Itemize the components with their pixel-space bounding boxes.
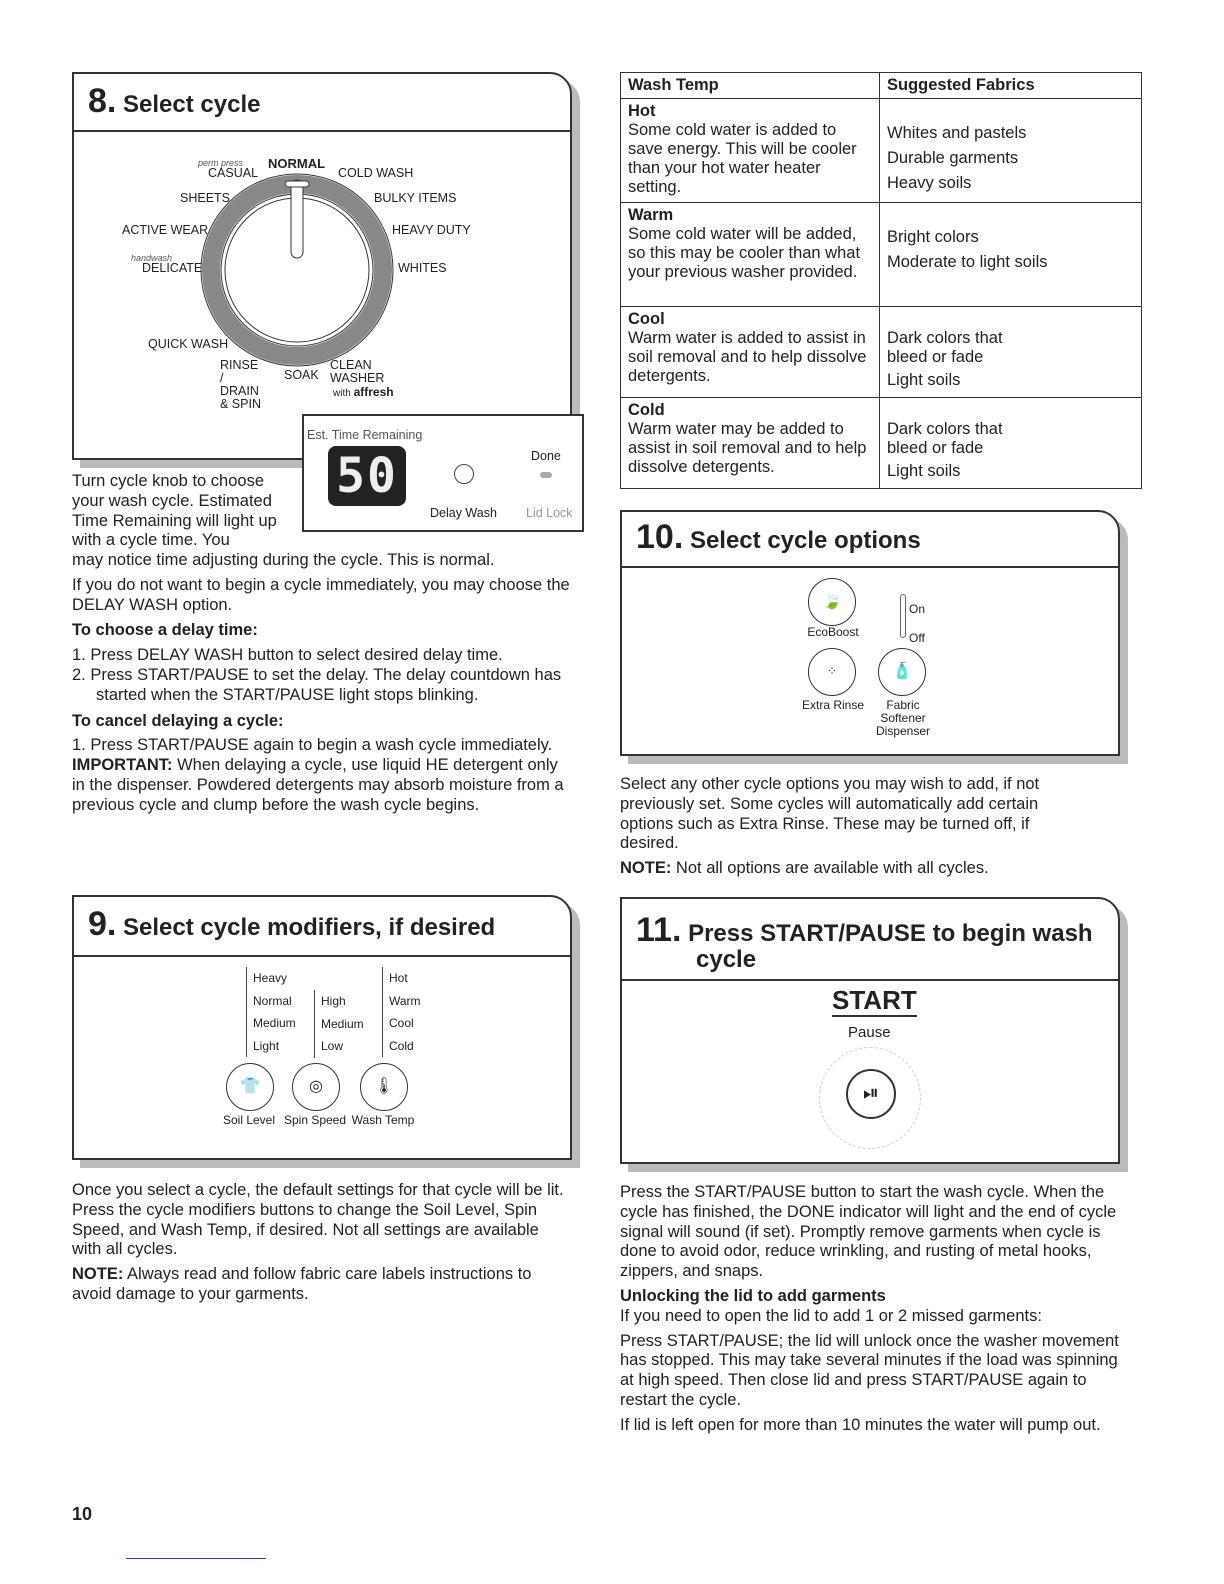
dial-label-rinse-drain-spin: RINSE / DRAIN & SPIN: [220, 358, 261, 411]
clock-icon: [454, 464, 474, 484]
ecoboost-button[interactable]: [808, 578, 856, 626]
soil-level-label: Soil Level: [222, 1113, 276, 1127]
dial-label-delicate: DELICATE: [142, 261, 203, 275]
thermometer-icon: 🌡: [373, 1078, 395, 1096]
section-10-header: [622, 512, 1118, 568]
leaf-icon: 🍃: [822, 593, 842, 611]
soil-level-button[interactable]: [226, 1063, 274, 1111]
spin-speed-button[interactable]: [292, 1063, 340, 1111]
section-10-body: Select any other cycle options you may wish to add, if not previously set. Some cycles will automatically add certain options such as Extra Rinse. These may be turned off, if desired. NOTE: Not all options are available with all cycles.: [620, 775, 1040, 878]
dial-label-heavy-duty: HEAVY DUTY: [392, 223, 471, 237]
page-number: 10: [72, 1504, 93, 1524]
section-8-header: [74, 74, 570, 132]
divider: [126, 1558, 266, 1559]
dial-label-with: with: [333, 388, 351, 399]
ecoboost-off-indicator: Off: [909, 631, 925, 645]
dial-label-whites: WHITES: [398, 261, 447, 275]
fabric-softener-label: Fabric Softener Dispenser: [875, 698, 931, 738]
section-9-title: 9. Select cycle modifiers, if desired: [88, 905, 496, 943]
shirt-icon: 👕: [240, 1078, 260, 1096]
start-pause-button[interactable]: [846, 1069, 896, 1119]
dial-label-bulky-items: BULKY ITEMS: [374, 191, 457, 205]
lid-lock-indicator: Lid Lock: [526, 506, 573, 520]
section-9-box: [72, 895, 572, 1160]
start-label: START: [832, 985, 917, 1015]
dial-label-clean-washer: CLEAN WASHER: [330, 358, 385, 385]
spin-speed-label: Spin Speed: [283, 1113, 347, 1127]
wash-temp-button[interactable]: [360, 1063, 408, 1111]
pause-label: Pause: [848, 1024, 891, 1041]
time-display: 50: [328, 446, 406, 506]
done-indicator-light: [540, 472, 552, 478]
est-time-remaining-label: Est. Time Remaining: [307, 428, 423, 442]
affresh-logo: affresh: [353, 385, 394, 399]
wash-temp-label: Wash Temp: [351, 1113, 415, 1127]
fabric-softener-button[interactable]: [878, 648, 926, 696]
wash-temp-table: [620, 72, 1142, 489]
section-9-body: Once you select a cycle, the default settings for that cycle will be lit. Press the cycle modifiers buttons to change the Soil Level, Spin Speed, and Wash Temp, if desired. Not all settings are available with all cycles. NOTE: Always read and follow fabric care labels instructions to avoid damage to your garments.: [72, 1181, 564, 1303]
section-11-header: [622, 899, 1118, 981]
section-9-header: [74, 897, 570, 957]
table-row: Hot Some cold water is added to save energy. This will be cooler than your hot water heater setting. Whites and pastels Durable garments Heavy soils: [621, 99, 1142, 203]
section-8-intro: Turn cycle knob to choose your wash cycle. Estimated Time Remaining will light up with a cycle time. You: [72, 472, 277, 550]
dial-label-handwash: handwash: [131, 253, 173, 263]
table-row: Warm Some cold water will be added, so this may be cooler than what your previous washer provided. Bright colors Moderate to light soils: [621, 203, 1142, 307]
table-row: Cool Warm water is added to assist in soil removal and to help dissolve detergents. Dark colors that bleed or fade Light soils: [621, 307, 1142, 398]
dial-label-sheets: SHEETS: [180, 191, 231, 205]
section-8-title: 8. Select cycle: [88, 82, 261, 120]
dial-label-quick-wash: QUICK WASH: [148, 337, 229, 351]
section-10-box: [620, 510, 1120, 756]
spin-speed-indicators: High Medium Low: [314, 990, 364, 1058]
dial-label-perm-press: perm press: [198, 158, 244, 168]
extra-rinse-button[interactable]: [808, 648, 856, 696]
ecoboost-on-indicator: On: [909, 602, 926, 616]
dial-label-cold-wash: COLD WASH: [338, 166, 414, 180]
dial-label-casual: CASUAL: [208, 166, 259, 180]
done-indicator-label: Done: [531, 449, 561, 463]
control-panel: [302, 414, 584, 532]
dial-label-active-wear: ACTIVE WEAR: [122, 223, 209, 237]
section-11-box: [620, 897, 1120, 1164]
ecoboost-label: EcoBoost: [807, 625, 859, 639]
table-header-row: Wash Temp Suggested Fabrics: [621, 73, 1142, 99]
section-11-body: Press the START/PAUSE button to start the wash cycle. When the cycle has finished, the DONE indicator will light and the end of cycle signal will sound (if set). Promptly remove garments when cycle is done to avoid odor, reduce wrinkling, and rusting of metal hooks, zippers, and snaps. Unlocking the lid to add garments If you need to open the lid to add 1 or 2 missed garments: Press START/PAUSE; the lid will unlock once the washer movement has stopped. This may take several minutes if the load was spinning at high speed. Then close lid and press START/PAUSE again to restart the cycle. If lid is left open for more than 10 minutes the water will pump out.: [620, 1183, 1119, 1434]
soil-level-indicators: Heavy Normal Medium Light: [246, 967, 296, 1057]
table-row: Cold Warm water may be added to assist in soil removal and to help dissolve detergents. Dark colors that bleed or fade Light soils: [621, 398, 1142, 489]
play-pause-icon: ⏯: [863, 1082, 879, 1105]
spray-icon: ⁘: [826, 664, 838, 679]
delay-wash-button[interactable]: Delay Wash: [430, 506, 497, 520]
section-8-body: may notice time adjusting during the cycle. This is normal. If you do not want to begin a cycle immediately, you may choose the DELAY WASH option. To choose a delay time: 1. Press DELAY WASH button to select desired delay time. 2. Press START/PAUSE to set the delay. The delay countdown has started when the START/PAUSE light stops blinking. To cancel delaying a cycle: 1. Press START/PAUSE again to begin a wash cycle immediately. IMPORTANT: When delaying a cycle, use liquid HE detergent only in the dispenser. Powdered detergents may absorb moisture from a previous cycle and clump before the wash cycle begins.: [72, 551, 570, 814]
section-11-title: 11. Press START/PAUSE to begin wash cycle: [636, 911, 1093, 973]
section-10-title: 10. Select cycle options: [636, 518, 921, 556]
wash-temp-indicators: Hot Warm Cool Cold: [382, 967, 421, 1057]
spin-icon: ◎: [309, 1078, 323, 1096]
bottle-icon: 🧴: [892, 663, 912, 681]
dial-label-normal: NORMAL: [268, 156, 326, 171]
dial-label-soak: SOAK: [284, 368, 319, 382]
extra-rinse-label: Extra Rinse: [801, 698, 865, 712]
